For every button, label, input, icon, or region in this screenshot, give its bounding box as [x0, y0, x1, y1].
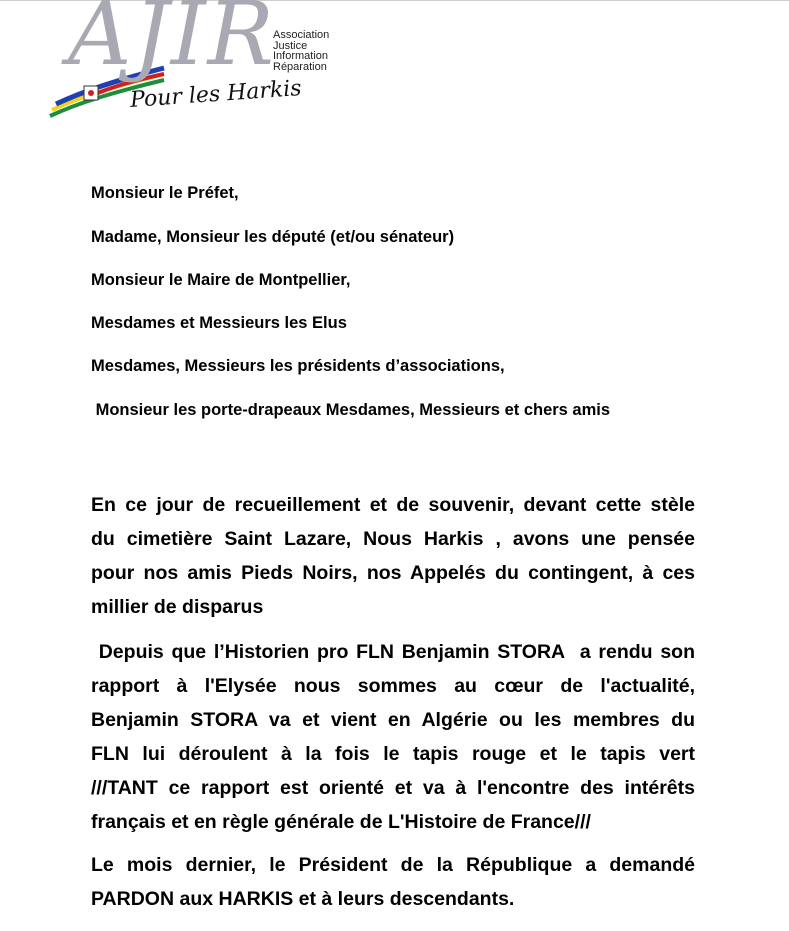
logo-assoc-line: Justice	[273, 39, 308, 52]
logo-assoc-line: Information	[273, 50, 329, 62]
paragraph	[91, 488, 695, 624]
paragraph-line: PARDON aux HARKIS et à leurs descendants.	[91, 888, 515, 910]
paragraph-line: ///TANT ce rapport est orienté et va à l'encontre des intérêts	[91, 777, 695, 799]
paragraph-line: En ce jour de recueillement et de souvenir, devant cette stèle	[91, 494, 695, 516]
paragraph	[91, 848, 695, 916]
greeting-line: Mesdames et Messieurs les Elus	[91, 314, 347, 332]
greeting-line: Madame, Monsieur les député (et/ou sénateur)	[91, 228, 455, 246]
paragraph-line: du cimetière Saint Lazare, Nous Harkis , avons une pensée	[91, 528, 695, 550]
logo-assoc-line: Association	[273, 29, 330, 41]
paragraph-line: pour nos amis Pieds Noirs, nos Appelés du contingent, à ces	[91, 562, 695, 584]
logo-assoc-line: Réparation	[273, 60, 327, 73]
logo-tagline: Pour les Harkis	[129, 76, 303, 113]
paragraph-line: FLN lui déroulent à la fois le tapis rouge et le tapis vert	[91, 743, 695, 765]
ajir-logo	[46, 0, 346, 122]
paragraph-line: Benjamin STORA va et vient en Algérie ou les membres du	[91, 709, 695, 731]
paragraph-line: Le mois dernier, le Président de la République a demandé	[91, 854, 695, 876]
logo-brand: AJIR	[68, 0, 276, 85]
paragraph-line: français et en règle générale de L'Histoire de France///	[91, 811, 591, 833]
greeting-line: Monsieur le Maire de Montpellier,	[91, 271, 351, 289]
paragraph	[91, 635, 695, 839]
logo-association-text	[273, 30, 329, 72]
paragraph-line: millier de disparus	[91, 596, 264, 618]
greeting-line: Monsieur le Préfet,	[91, 184, 239, 202]
paragraph-line: Depuis que l’Historien pro FLN Benjamin STORA a rendu son	[91, 641, 695, 663]
greeting-line: Mesdames, Messieurs les présidents d’associations,	[91, 357, 505, 375]
paragraph-line: rapport à l'Elysée nous sommes au cœur de l'actualité,	[91, 675, 695, 697]
greeting-line: Monsieur les porte-drapeaux Mesdames, Messieurs et chers amis	[91, 401, 611, 419]
